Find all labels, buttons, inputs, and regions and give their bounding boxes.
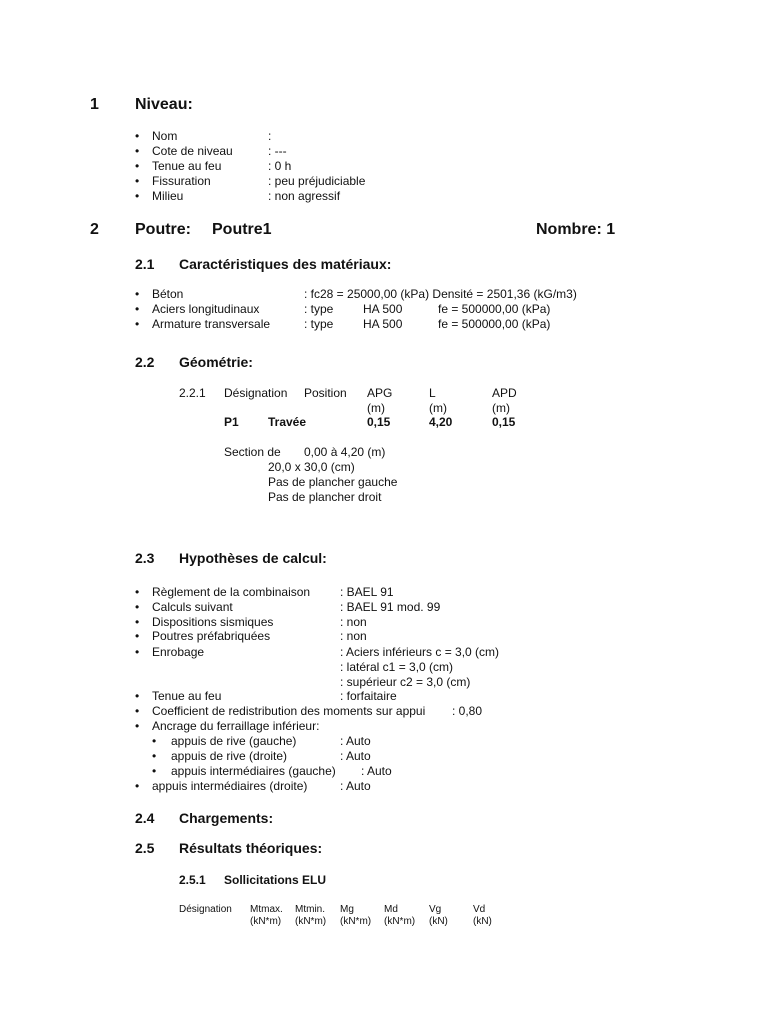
bullet: • <box>135 585 140 599</box>
poutre-count: Nombre: 1 <box>536 221 616 238</box>
ancrage-item-value: : Auto <box>340 749 371 763</box>
niveau-label: Fissuration <box>152 174 211 188</box>
hyp-label: Calculs suivant <box>152 600 233 614</box>
elu-header-vg: Vg <box>429 904 442 915</box>
geo-header-designation: Désignation <box>224 386 288 400</box>
niveau-value: : non agressif <box>268 189 341 203</box>
section-2-1-number: 2.1 <box>135 256 155 272</box>
geo-header-apg: APG <box>367 386 393 400</box>
geo-row-apg: 0,15 <box>367 415 391 429</box>
niveau-label: Nom <box>152 129 178 143</box>
bullet: • <box>135 719 140 733</box>
niveau-value: : <box>268 129 272 143</box>
elu-unit: (kN) <box>429 916 448 927</box>
section-2-3-number: 2.3 <box>135 550 155 566</box>
section-2-4-title: Chargements: <box>179 810 274 826</box>
bullet: • <box>135 629 140 643</box>
geo-unit: (m) <box>367 401 385 415</box>
section-1-number: 1 <box>90 96 99 113</box>
bullet: • <box>135 615 140 629</box>
bullet: • <box>152 764 157 778</box>
ancrage-item-label: appuis de rive (droite) <box>171 749 288 763</box>
bullet: • <box>152 734 157 748</box>
feu-label: Tenue au feu <box>152 689 222 703</box>
hyp-label: Règlement de la combinaison <box>152 585 311 599</box>
section-plancher-droit: Pas de plancher droit <box>268 490 382 504</box>
enrobage-lateral: : latéral c1 = 3,0 (cm) <box>340 660 454 674</box>
section-range: 0,00 à 4,20 (m) <box>304 445 386 459</box>
bullet: • <box>135 704 140 718</box>
hyp-label: Dispositions sismiques <box>152 615 274 629</box>
niveau-value: : 0 h <box>268 159 292 173</box>
hyp-value: : non <box>340 629 367 643</box>
ancrage-item-value: : Auto <box>361 764 392 778</box>
poutre-name: Poutre1 <box>212 221 272 238</box>
section-2-2-number: 2.2 <box>135 354 155 370</box>
bullet: • <box>135 645 140 659</box>
elu-header-designation: Désignation <box>179 904 232 915</box>
elu-header-mtmax: Mtmax. <box>250 904 283 915</box>
hyp-value: : Aciers inférieurs c = 3,0 (cm) <box>340 645 500 659</box>
niveau-value: : peu préjudiciable <box>268 174 366 188</box>
elu-unit: (kN*m) <box>295 916 327 927</box>
geo-row-l: 4,20 <box>429 415 453 429</box>
feu-value: : forfaitaire <box>340 689 397 703</box>
bullet: • <box>135 600 140 614</box>
beton-label: Béton <box>152 287 184 301</box>
bullet: • <box>135 159 140 173</box>
section-plancher-gauche: Pas de plancher gauche <box>268 475 398 489</box>
bullet: • <box>135 689 140 703</box>
ancrage-item-value: : Auto <box>340 734 371 748</box>
bullet: • <box>135 287 140 301</box>
section-label: Section de <box>224 445 281 459</box>
section-2-5-1-number: 2.5.1 <box>179 873 206 887</box>
hyp-value: : BAEL 91 <box>340 585 394 599</box>
bullet: • <box>135 779 140 793</box>
section-2-4-number: 2.4 <box>135 810 155 826</box>
bullet: • <box>135 144 140 158</box>
ancrage-last-value: : Auto <box>340 779 371 793</box>
bullet: • <box>135 302 140 316</box>
section-2-2-1-number: 2.2.1 <box>179 386 206 400</box>
geo-row-position: Travée <box>268 415 307 429</box>
hyp-label: Poutres préfabriquées <box>152 629 271 643</box>
geo-header-apd: APD <box>492 386 517 400</box>
niveau-label: Tenue au feu <box>152 159 222 173</box>
section-1-title: Niveau: <box>135 96 193 113</box>
ancrage-label: Ancrage du ferraillage inférieur: <box>152 719 320 733</box>
section-2-2-title: Géométrie: <box>179 354 253 370</box>
elu-header-mtmin: Mtmin. <box>295 904 325 915</box>
niveau-label: Cote de niveau <box>152 144 233 158</box>
hyp-value: : BAEL 91 mod. 99 <box>340 600 441 614</box>
aciers-grade: HA 500 <box>363 302 403 316</box>
section-2-5-1-title: Sollicitations ELU <box>224 873 327 887</box>
ancrage-item-label: appuis de rive (gauche) <box>171 734 297 748</box>
armature-fe: fe = 500000,00 (kPa) <box>438 317 551 331</box>
section-2-5-number: 2.5 <box>135 840 155 856</box>
bullet: • <box>135 174 140 188</box>
hyp-label: Enrobage <box>152 645 205 659</box>
section-2-1-title: Caractéristiques des matériaux: <box>179 256 392 272</box>
geo-unit: (m) <box>492 401 510 415</box>
aciers-fe: fe = 500000,00 (kPa) <box>438 302 551 316</box>
geo-header-l: L <box>429 386 436 400</box>
elu-header-mg: Mg <box>340 904 354 915</box>
geo-row-designation: P1 <box>224 415 239 429</box>
geo-row-apd: 0,15 <box>492 415 516 429</box>
section-2-5-title: Résultats théoriques: <box>179 840 323 856</box>
elu-unit: (kN*m) <box>250 916 282 927</box>
niveau-value: : --- <box>268 144 287 158</box>
redistrib-value: : 0,80 <box>452 704 483 718</box>
section-dims: 20,0 x 30,0 (cm) <box>268 460 355 474</box>
redistrib-label: Coefficient de redistribution des moments sur appui <box>152 704 426 718</box>
aciers-label: Aciers longitudinaux <box>152 302 260 316</box>
section-2-3-title: Hypothèses de calcul: <box>179 550 327 566</box>
ancrage-last-label: appuis intermédiaires (droite) <box>152 779 308 793</box>
geo-header-position: Position <box>304 386 347 400</box>
beton-value: : fc28 = 25000,00 (kPa) Densité = 2501,36 (kG/m3) <box>304 287 577 301</box>
bullet: • <box>135 317 140 331</box>
hyp-value: : non <box>340 615 367 629</box>
elu-header-vd: Vd <box>473 904 486 915</box>
elu-header-md: Md <box>384 904 398 915</box>
section-2-number: 2 <box>90 221 99 238</box>
bullet: • <box>135 129 140 143</box>
geo-unit: (m) <box>429 401 447 415</box>
armature-label: Armature transversale <box>152 317 271 331</box>
elu-unit: (kN*m) <box>384 916 416 927</box>
elu-unit: (kN*m) <box>340 916 372 927</box>
bullet: • <box>152 749 157 763</box>
enrobage-superieur: : supérieur c2 = 3,0 (cm) <box>340 675 471 689</box>
elu-unit: (kN) <box>473 916 492 927</box>
armature-type: : type <box>304 317 334 331</box>
section-2-title: Poutre: <box>135 221 191 238</box>
bullet: • <box>135 189 140 203</box>
niveau-label: Milieu <box>152 189 184 203</box>
armature-grade: HA 500 <box>363 317 403 331</box>
ancrage-item-label: appuis intermédiaires (gauche) <box>171 764 336 778</box>
aciers-type: : type <box>304 302 334 316</box>
